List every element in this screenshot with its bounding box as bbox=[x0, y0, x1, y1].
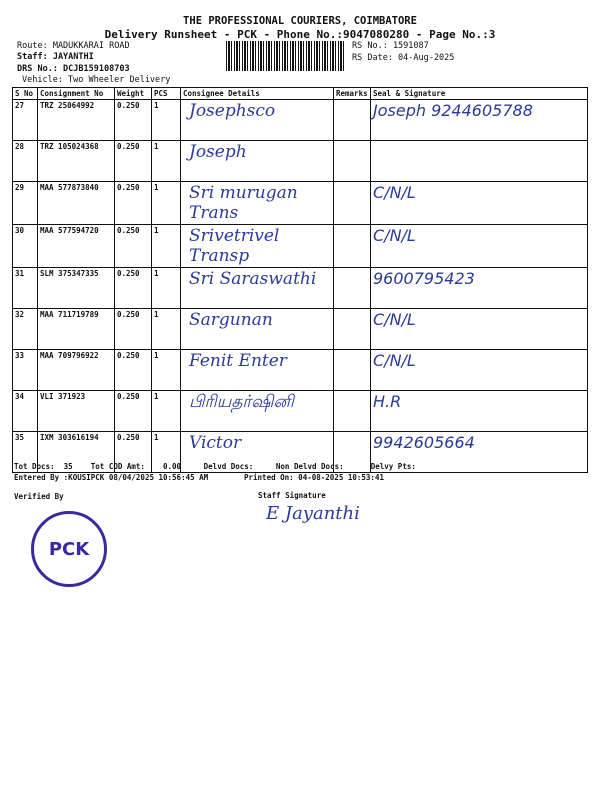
row-consignment-no: MAA 709796922 bbox=[38, 350, 115, 391]
row-seal: H.R bbox=[371, 391, 588, 432]
row-consignee: Victor bbox=[181, 432, 334, 473]
row-seal: C/N/L bbox=[371, 309, 588, 350]
col-remarks: Remarks bbox=[334, 88, 371, 100]
row-seal: C/N/L bbox=[371, 350, 588, 391]
row-consignee: பிரியதர்ஷினி bbox=[181, 391, 334, 432]
totals-line: Tot Docs: 35 Tot COD Amt: 0.00 Delvd Docs: Non Delvd Docs: Delvy Pts: bbox=[14, 462, 416, 471]
row-remarks bbox=[334, 141, 371, 182]
row-pcs: 1 bbox=[152, 350, 181, 391]
row-weight: 0.250 bbox=[115, 182, 152, 225]
row-sno: 33 bbox=[13, 350, 38, 391]
runsheet-table bbox=[12, 87, 588, 473]
row-remarks bbox=[334, 225, 371, 268]
table-row bbox=[13, 350, 588, 391]
row-consignee: Josephsco bbox=[181, 100, 334, 141]
row-pcs: 1 bbox=[152, 182, 181, 225]
row-seal: Joseph 9244605788 bbox=[371, 100, 588, 141]
row-sno: 27 bbox=[13, 100, 38, 141]
col-pcs: PCS bbox=[152, 88, 181, 100]
row-seal: C/N/L bbox=[371, 225, 588, 268]
pck-stamp: PCK bbox=[31, 511, 107, 587]
table-row bbox=[13, 225, 588, 268]
table-row bbox=[13, 182, 588, 225]
printed-on: Printed On: 04-08-2025 10:53:41 bbox=[244, 473, 384, 482]
row-remarks bbox=[334, 309, 371, 350]
verified-by-label: Verified By bbox=[14, 492, 64, 501]
company-title: THE PROFESSIONAL COURIERS, COIMBATORE bbox=[183, 15, 417, 27]
row-sno: 32 bbox=[13, 309, 38, 350]
col-consignee: Consignee Details bbox=[181, 88, 334, 100]
col-seal: Seal & Signature bbox=[371, 88, 588, 100]
staff-label: Staff: JAYANTHI bbox=[17, 52, 94, 62]
row-pcs: 1 bbox=[152, 225, 181, 268]
row-sno: 34 bbox=[13, 391, 38, 432]
row-seal bbox=[371, 141, 588, 182]
row-remarks bbox=[334, 268, 371, 309]
table-row bbox=[13, 391, 588, 432]
row-weight: 0.250 bbox=[115, 225, 152, 268]
row-pcs: 1 bbox=[152, 391, 181, 432]
drs-label: DRS No.: DCJB159108703 bbox=[17, 64, 130, 74]
row-weight: 0.250 bbox=[115, 309, 152, 350]
row-consignee: Joseph bbox=[181, 141, 334, 182]
staff-signature-label: Staff Signature bbox=[258, 491, 326, 500]
route-label: Route: MADUKKARAI ROAD bbox=[17, 41, 130, 51]
row-sno: 30 bbox=[13, 225, 38, 268]
runsheet-subtitle: Delivery Runsheet - PCK - Phone No.:9047080280 - Page No.:3 bbox=[104, 28, 496, 41]
row-pcs: 1 bbox=[152, 268, 181, 309]
row-consignment-no: TRZ 105024368 bbox=[38, 141, 115, 182]
entered-by: Entered By :KOUSIPCK 08/04/2025 10:56:45 AM bbox=[14, 473, 209, 482]
row-remarks bbox=[334, 391, 371, 432]
row-sno: 28 bbox=[13, 141, 38, 182]
row-weight: 0.250 bbox=[115, 432, 152, 473]
row-consignee: Fenit Enter bbox=[181, 350, 334, 391]
table-row bbox=[13, 141, 588, 182]
row-sno: 31 bbox=[13, 268, 38, 309]
row-sno: 35 bbox=[13, 432, 38, 473]
rs-number: RS No.: 1591087 bbox=[352, 41, 429, 51]
row-pcs: 1 bbox=[152, 100, 181, 141]
rs-date: RS Date: 04-Aug-2025 bbox=[352, 53, 455, 63]
vehicle-label: Vehicle: Two Wheeler Delivery bbox=[22, 75, 171, 85]
row-consignment-no: MAA 577873840 bbox=[38, 182, 115, 225]
row-consignment-no: VLI 371923 bbox=[38, 391, 115, 432]
row-remarks bbox=[334, 100, 371, 141]
row-consignee: Sri murugan Trans bbox=[181, 182, 334, 225]
row-weight: 0.250 bbox=[115, 268, 152, 309]
col-weight: Weight bbox=[115, 88, 152, 100]
row-consignee: Sargunan bbox=[181, 309, 334, 350]
row-weight: 0.250 bbox=[115, 350, 152, 391]
row-remarks bbox=[334, 182, 371, 225]
row-seal: C/N/L bbox=[371, 182, 588, 225]
row-seal: 9942605664 bbox=[371, 432, 588, 473]
row-sno: 29 bbox=[13, 182, 38, 225]
row-consignee: Srivetrivel Transp bbox=[181, 225, 334, 268]
col-consignment: Consignment No bbox=[38, 88, 115, 100]
table-row bbox=[13, 309, 588, 350]
row-consignment-no: TRZ 25064992 bbox=[38, 100, 115, 141]
row-pcs: 1 bbox=[152, 309, 181, 350]
row-weight: 0.250 bbox=[115, 100, 152, 141]
row-seal: 9600795423 bbox=[371, 268, 588, 309]
staff-signature: E Jayanthi bbox=[266, 503, 360, 524]
row-consignment-no: MAA 711719789 bbox=[38, 309, 115, 350]
row-consignment-no: IXM 303616194 bbox=[38, 432, 115, 473]
table-row bbox=[13, 268, 588, 309]
barcode-image bbox=[226, 41, 346, 71]
row-pcs: 1 bbox=[152, 141, 181, 182]
col-sno: S No bbox=[13, 88, 38, 100]
table-row bbox=[13, 100, 588, 141]
row-weight: 0.250 bbox=[115, 391, 152, 432]
row-consignment-no: SLM 375347335 bbox=[38, 268, 115, 309]
row-pcs: 1 bbox=[152, 432, 181, 473]
row-remarks bbox=[334, 350, 371, 391]
row-consignee: Sri Saraswathi bbox=[181, 268, 334, 309]
table-header-row bbox=[13, 88, 588, 100]
row-weight: 0.250 bbox=[115, 141, 152, 182]
row-consignment-no: MAA 577594720 bbox=[38, 225, 115, 268]
